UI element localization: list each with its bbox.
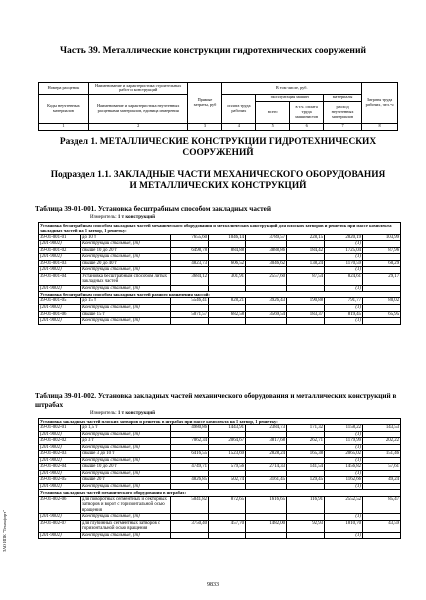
- labor: 60,29: [363, 260, 401, 267]
- rate-name: свыше 10 до 20 т: [81, 464, 171, 471]
- machine-total: 3161,45: [246, 477, 287, 484]
- rate-name: для глубинных сегментных затворов с горизонтальной осью вращения: [81, 520, 171, 532]
- material-usage: (1): [325, 318, 363, 325]
- rate-code: 39-01-001-04: [39, 273, 81, 285]
- header-direct-costs: Прямые затраты, руб: [188, 83, 222, 124]
- material-usage: (1): [325, 457, 363, 464]
- worker-pay: 828,21: [209, 298, 246, 305]
- header-num: 2: [88, 123, 188, 130]
- worker-pay: 1443,91: [209, 425, 246, 432]
- material-name: Конструкции стальные, (т): [81, 305, 171, 312]
- direct-costs: 5071,57: [171, 311, 209, 318]
- labor: 57,61: [363, 464, 401, 471]
- material-code: (201-9002): [39, 285, 81, 292]
- operator-pay: 184,42: [287, 247, 325, 254]
- operator-pay: 183,37: [287, 311, 325, 318]
- header-num: 3: [188, 123, 222, 130]
- operator-pay: 116,91: [287, 496, 325, 514]
- header-num: 1: [39, 123, 89, 130]
- header-machine-total: всего: [256, 101, 290, 123]
- operator-pay: 141,54: [287, 464, 325, 471]
- material-row: [39, 532, 401, 539]
- materials: 1170,59: [325, 260, 363, 267]
- subsection-title: Подраздел 1.1. ЗАКЛАДНЫЕ ЧАСТИ МЕХАНИЧЕСКОГО ОБОРУДОВАНИЯ И МЕТАЛЛИЧЕСКИХ КОНСТРУКЦИЙ: [50, 170, 386, 192]
- rate-code: 39-01-002-03: [39, 451, 81, 458]
- empty-cell: [246, 318, 287, 325]
- worker-pay: 872,65: [209, 496, 246, 514]
- rate-code: 39-01-001-05: [39, 298, 81, 305]
- rate-code: 39-01-002-06: [39, 496, 81, 514]
- group-heading: Установка закладных частей плоских затворов и решеток в штрабах при массе комплекта на 1 затвор, 1 решетку:: [39, 419, 401, 425]
- operator-pay: 228,15: [287, 234, 325, 241]
- materials: 2820,19: [325, 234, 363, 241]
- material-name: Конструкции стальные, (т): [81, 285, 171, 292]
- machine-total: 3888,86: [246, 247, 287, 254]
- worker-pay: 682,58: [209, 311, 246, 318]
- material-name: Конструкции стальные, (т): [81, 457, 171, 464]
- machine-total: 1482,00: [246, 520, 287, 532]
- operator-pay: 129,45: [287, 477, 325, 484]
- operator-pay: 171,32: [287, 425, 325, 432]
- material-name: Конструкции стальные, (т): [81, 318, 171, 325]
- worker-pay: 606,52: [209, 260, 246, 267]
- labor: 49,24: [363, 477, 401, 484]
- material-usage: (1): [325, 514, 363, 521]
- material-name: Конструкции стальные, (т): [81, 241, 171, 248]
- labor: 87,96: [363, 247, 401, 254]
- header-operator-pay: в т.ч. оплата труда машинистов: [290, 101, 324, 123]
- machine-total: 2384,73: [246, 425, 287, 432]
- empty-cell: [287, 532, 325, 539]
- worker-pay: 1046,14: [209, 234, 246, 241]
- rate-name: до 1,5 т: [81, 425, 171, 432]
- direct-costs: 5546,41: [171, 298, 209, 305]
- labor: 202,22: [363, 438, 401, 445]
- rate-code: 39-01-002-02: [39, 438, 81, 445]
- worker-pay: 301,91: [209, 273, 246, 285]
- material-row: [39, 318, 401, 325]
- material-code: (201-9002): [39, 241, 81, 248]
- page-number: 9833: [207, 582, 219, 588]
- empty-cell: [209, 532, 246, 539]
- side-imprint: ЗАО ИПК "Техинфорт": [2, 510, 7, 552]
- labor: 103,99: [363, 234, 401, 241]
- header-including: В том числе, руб.: [222, 83, 362, 95]
- material-name: Конструкции стальные, (т): [81, 514, 171, 521]
- machine-total: 2714,33: [246, 464, 287, 471]
- direct-costs: 7655,60: [171, 234, 209, 241]
- header-num: 5: [256, 123, 290, 130]
- header-num: 4: [222, 123, 256, 130]
- rate-name: до 15 т: [81, 298, 171, 305]
- measure: Измеритель: 1 т конструкций: [90, 411, 156, 416]
- empty-cell: [171, 318, 209, 325]
- materials: 824,61: [325, 273, 363, 285]
- empty-cell: [209, 318, 246, 325]
- header-labor: Затраты труда рабочих, чел.-ч: [362, 83, 398, 124]
- header-code: Номера расценок: [39, 83, 89, 95]
- labor: 29,17: [363, 273, 401, 285]
- worker-pay: 457,70: [209, 520, 246, 532]
- materials: 1810,70: [325, 520, 363, 532]
- materials: 2552,52: [325, 496, 363, 514]
- machine-total: 3817,68: [246, 438, 287, 445]
- section-title: Раздел 1. МЕТАЛЛИЧЕСКИЕ КОНСТРУКЦИИ ГИДРОТЕХНИЧЕСКИХ СООРУЖЕНИЙ: [59, 137, 377, 159]
- materials: 1456,82: [325, 464, 363, 471]
- empty-cell: [246, 532, 287, 539]
- table-title: Таблица 39-01-001. Установка бесштрабным способом закладных частей: [35, 205, 271, 213]
- header-machine-operation: эксплуатация машин: [256, 94, 324, 101]
- group-heading-row: [39, 223, 401, 235]
- rate-code: 39-01-001-01: [39, 234, 81, 241]
- rates-table: [38, 418, 401, 539]
- rate-code: 39-01-002-01: [39, 425, 81, 432]
- rate-name: свыше 20 т: [81, 477, 171, 484]
- rate-name: свыше 3 до 10 т: [81, 451, 171, 458]
- header-worker-pay: оплата труда рабочих: [222, 94, 256, 123]
- material-usage: (1): [325, 241, 363, 248]
- material-code: (201-9002): [39, 457, 81, 464]
- machine-total: 3926,43: [246, 298, 287, 305]
- rate-name: для поворотных сегментных и секторных затворов и ворот с горизонтальной осью вращения: [81, 496, 171, 514]
- header-num: 6: [290, 123, 324, 130]
- direct-costs: 6498,78: [171, 247, 209, 254]
- material-code: (201-9002): [39, 267, 81, 274]
- material-name: Конструкции стальные, (т): [81, 470, 171, 477]
- direct-costs: 4980,86: [171, 425, 209, 432]
- empty-cell: [287, 318, 325, 325]
- group-heading: Установка закладных частей механического оборудования в штрабах:: [39, 490, 401, 496]
- table-row: [39, 520, 401, 532]
- materials: 1162,66: [325, 477, 363, 484]
- group-heading: Установка бесштрабным способом закладных частей разного назначения массой:: [39, 292, 401, 298]
- direct-costs: 4823,73: [171, 260, 209, 267]
- direct-costs: 3684,12: [171, 273, 209, 285]
- material-usage: (1): [325, 267, 363, 274]
- machine-total: 2828,24: [246, 451, 287, 458]
- header-materials: материалы: [324, 94, 362, 101]
- table-title: Таблица 39-01-002. Установка закладных частей механического оборудования и металлических конструкций в штрабах: [35, 392, 397, 409]
- material-code: (201-9002): [39, 431, 81, 438]
- measure: Измеритель: 1 т конструкций: [90, 215, 156, 220]
- rate-name: до 10 т: [81, 234, 171, 241]
- operator-pay: 165,38: [287, 451, 325, 458]
- table-row: [39, 496, 401, 514]
- material-code: (201-9002): [39, 483, 81, 490]
- direct-costs: 3750,40: [171, 520, 209, 532]
- material-code: (201-9002): [39, 254, 81, 261]
- labor: 43,59: [363, 520, 401, 532]
- operator-pay: 92,93: [287, 520, 325, 532]
- group-heading: Установка бесштрабным способом закладных частей механического оборудования и металлических конструкций для плоских затворов и решеток при массе комплекта закладных частей на 1 затвор, 1 решетку:: [39, 223, 401, 235]
- rate-name: свыше 15 т: [81, 311, 171, 318]
- empty-cell: [363, 318, 401, 325]
- material-code: (201-9002): [39, 532, 81, 539]
- header-material-codes: Коды неучтенных материалов: [39, 94, 89, 123]
- empty-cell: [171, 532, 209, 539]
- material-name: Конструкции стальные, (т): [81, 532, 171, 539]
- labor: 80,02: [363, 298, 401, 305]
- rate-code: 39-01-001-02: [39, 247, 81, 254]
- header-num: 8: [362, 123, 398, 130]
- header-material-usage: расход неучтенных материалов: [324, 101, 362, 123]
- rate-code: 39-01-002-05: [39, 477, 81, 484]
- direct-costs: 4749,71: [171, 464, 209, 471]
- material-name: Конструкции стальные, (т): [81, 431, 171, 438]
- rate-code: 39-01-002-04: [39, 464, 81, 471]
- materials: 2065,02: [325, 451, 363, 458]
- materials: 791,77: [325, 298, 363, 305]
- operator-pay: 190,88: [287, 298, 325, 305]
- part-title: Часть 39. Металлические конструкции гидротехнических сооружений: [59, 45, 367, 56]
- material-usage: (1): [325, 431, 363, 438]
- worker-pay: 884,88: [209, 247, 246, 254]
- operator-pay: 138,24: [287, 260, 325, 267]
- column-header-table: [38, 82, 398, 131]
- worker-pay: 2064,67: [209, 438, 246, 445]
- labor: 143,53: [363, 425, 401, 432]
- machine-total: 1616,65: [246, 496, 287, 514]
- material-code: (201-9002): [39, 470, 81, 477]
- worker-pay: 579,56: [209, 464, 246, 471]
- material-name: Конструкции стальные, (т): [81, 444, 171, 451]
- machine-total: 3789,57: [246, 234, 287, 241]
- materials: 1179,99: [325, 438, 363, 445]
- rate-code: 39-01-002-07: [39, 520, 81, 532]
- worker-pay: 1523,69: [209, 451, 246, 458]
- material-name: Конструкции стальные, (т): [81, 254, 171, 261]
- worker-pay: 502,74: [209, 477, 246, 484]
- material-code: (201-9002): [39, 514, 81, 521]
- material-name: Конструкции стальные, (т): [81, 267, 171, 274]
- material-code: (201-9002): [39, 305, 81, 312]
- header-num: 7: [324, 123, 362, 130]
- machine-total: 3569,54: [246, 311, 287, 318]
- material-usage: (1): [325, 285, 363, 292]
- rates-table: [38, 222, 401, 325]
- material-usage: (1): [325, 254, 363, 261]
- table-row: [39, 273, 401, 285]
- operator-pay: 87,54: [287, 273, 325, 285]
- material-usage: (1): [325, 444, 363, 451]
- direct-costs: 5041,82: [171, 496, 209, 514]
- labor: 151,46: [363, 451, 401, 458]
- direct-costs: 7062,34: [171, 438, 209, 445]
- rate-code: 39-01-001-06: [39, 311, 81, 318]
- header-name: Наименование и характеристика строительных работ и конструкций: [88, 83, 188, 95]
- rate-name: свыше 20 до 40 т: [81, 260, 171, 267]
- header-material-names: Наименование и характеристика неучтенных расценками материалов, единица измерения: [88, 94, 188, 123]
- materials: 819,45: [325, 311, 363, 318]
- direct-costs: 4826,85: [171, 477, 209, 484]
- material-usage: (1): [325, 305, 363, 312]
- direct-costs: 6416,55: [171, 451, 209, 458]
- operator-pay: 262,71: [287, 438, 325, 445]
- machine-total: 2557,60: [246, 273, 287, 285]
- material-name: Конструкции стальные, (т): [81, 483, 171, 490]
- material-usage: (1): [325, 532, 363, 539]
- material-code: (201-9002): [39, 444, 81, 451]
- empty-cell: [363, 532, 401, 539]
- labor: 65,95: [363, 311, 401, 318]
- materials: 1725,04: [325, 247, 363, 254]
- material-code: (201-9002): [39, 318, 81, 325]
- labor: 85,47: [363, 496, 401, 514]
- machine-total: 3046,62: [246, 260, 287, 267]
- material-usage: (1): [325, 483, 363, 490]
- materials: 1158,22: [325, 425, 363, 432]
- rate-name: Установка бесштрабным способом литых закладных частей: [81, 273, 171, 285]
- rate-name: до 3 т: [81, 438, 171, 445]
- material-usage: (1): [325, 470, 363, 477]
- rate-name: свыше 10 до 20 т: [81, 247, 171, 254]
- rate-code: 39-01-001-03: [39, 260, 81, 267]
